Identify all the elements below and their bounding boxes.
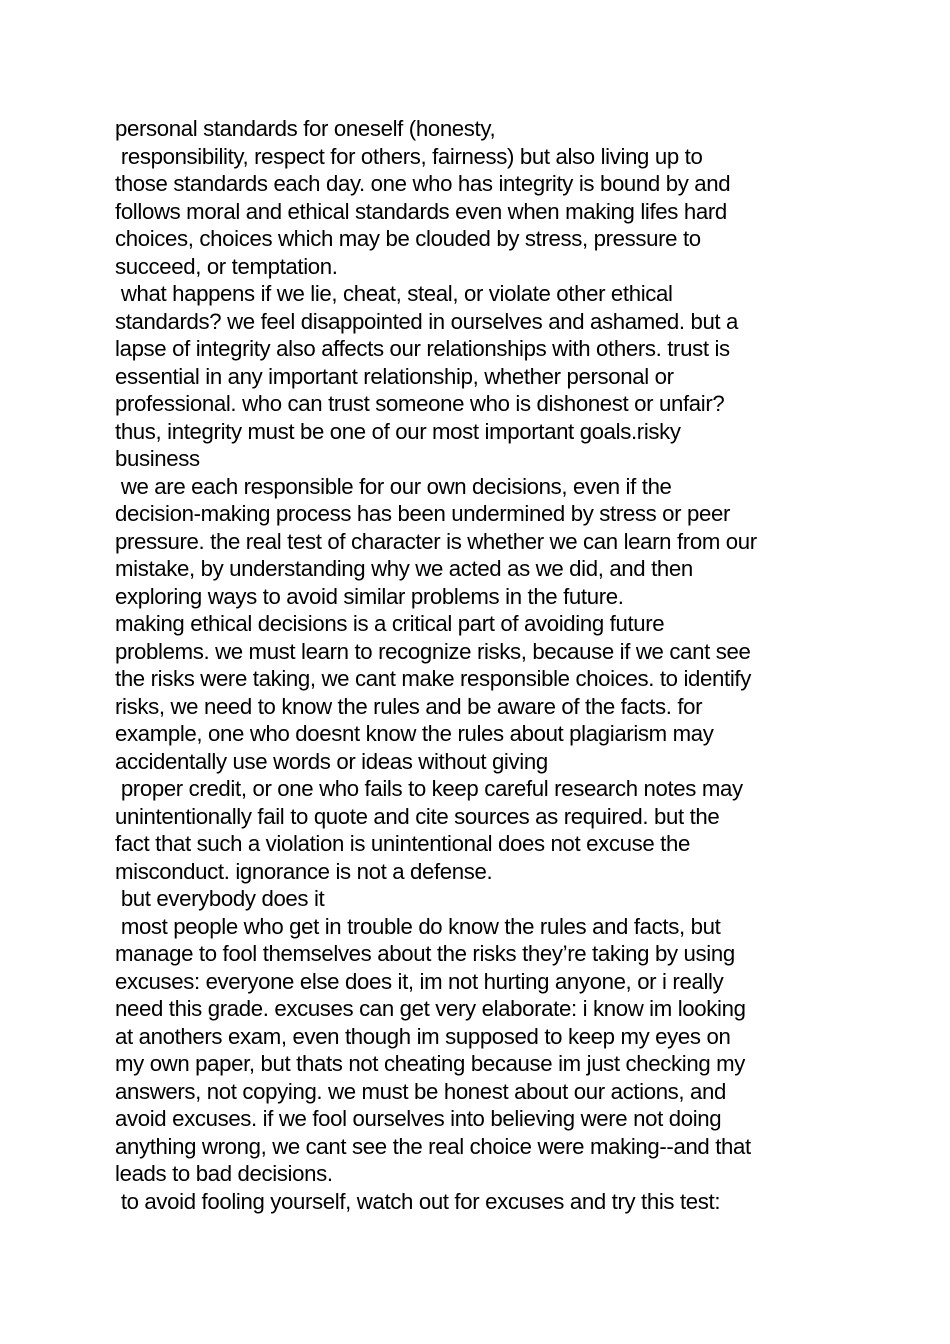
text-line: unintentionally fail to quote and cite sources as required. but the bbox=[115, 803, 720, 829]
text-line: the risks were taking, we cant make responsible choices. to identify bbox=[115, 666, 751, 691]
text-line: professional. who can trust someone who is dishonest or unfair? bbox=[115, 391, 725, 416]
text-line: those standards each day. one who has integrity is bound by and bbox=[115, 171, 731, 196]
text-line: need this grade. excuses can get very elaborate: i know im looking bbox=[115, 996, 746, 1021]
text-line: making ethical decisions is a critical part of avoiding future bbox=[115, 611, 665, 636]
document-body-text bbox=[115, 115, 875, 1215]
text-line: leads to bad decisions. bbox=[115, 1161, 333, 1186]
text-line: choices, choices which may be clouded by stress, pressure to bbox=[115, 226, 701, 251]
text-line: responsibility, respect for others, fairness) but also living up to bbox=[115, 143, 703, 169]
text-line: accidentally use words or ideas without giving bbox=[115, 748, 548, 774]
text-line: misconduct. ignorance is not a defense. bbox=[115, 858, 493, 884]
text-line: fact that such a violation is unintentional does not excuse the bbox=[115, 831, 690, 856]
text-line: essential in any important relationship, whether personal or bbox=[115, 363, 674, 389]
text-line: personal standards for oneself (honesty, bbox=[115, 116, 496, 141]
text-line: we are each responsible for our own decisions, even if the bbox=[115, 473, 672, 499]
text-line: but everybody does it bbox=[115, 886, 325, 911]
text-line: to avoid fooling yourself, watch out for excuses and try this test: bbox=[115, 1188, 721, 1214]
text-line: avoid excuses. if we fool ourselves into believing were not doing bbox=[115, 1106, 722, 1131]
text-line: follows moral and ethical standards even when making lifes hard bbox=[115, 198, 727, 224]
text-line: what happens if we lie, cheat, steal, or violate other ethical bbox=[115, 281, 673, 306]
text-line: most people who get in trouble do know the rules and facts, but bbox=[115, 913, 721, 939]
text-line: manage to fool themselves about the risks they’re taking by using bbox=[115, 941, 735, 966]
text-line: standards? we feel disappointed in ourselves and ashamed. but a bbox=[115, 308, 739, 334]
text-line: anything wrong, we cant see the real choice were making--and that bbox=[115, 1133, 751, 1159]
text-line: decision-making process has been undermined by stress or peer bbox=[115, 501, 731, 526]
text-line: lapse of integrity also affects our relationships with others. trust is bbox=[115, 336, 730, 361]
text-line: example, one who doesnt know the rules about plagiarism may bbox=[115, 721, 714, 746]
text-line: mistake, by understanding why we acted as we did, and then bbox=[115, 556, 693, 581]
text-line: at anothers exam, even though im supposed to keep my eyes on bbox=[115, 1023, 731, 1049]
text-line: thus, integrity must be one of our most important goals.risky bbox=[115, 418, 681, 444]
text-line: business bbox=[115, 446, 200, 471]
text-line: problems. we must learn to recognize risks, because if we cant see bbox=[115, 638, 751, 664]
text-line: exploring ways to avoid similar problems in the future. bbox=[115, 583, 624, 609]
text-line: excuses: everyone else does it, im not hurting anyone, or i really bbox=[115, 968, 724, 994]
text-line: proper credit, or one who fails to keep careful research notes may bbox=[115, 776, 743, 801]
text-line: answers, not copying. we must be honest about our actions, and bbox=[115, 1078, 727, 1104]
text-line: pressure. the real test of character is whether we can learn from our bbox=[115, 528, 757, 554]
text-line: risks, we need to know the rules and be aware of the facts. for bbox=[115, 693, 703, 719]
text-line: my own paper, but thats not cheating because im just checking my bbox=[115, 1051, 746, 1076]
text-line: succeed, or temptation. bbox=[115, 253, 338, 279]
